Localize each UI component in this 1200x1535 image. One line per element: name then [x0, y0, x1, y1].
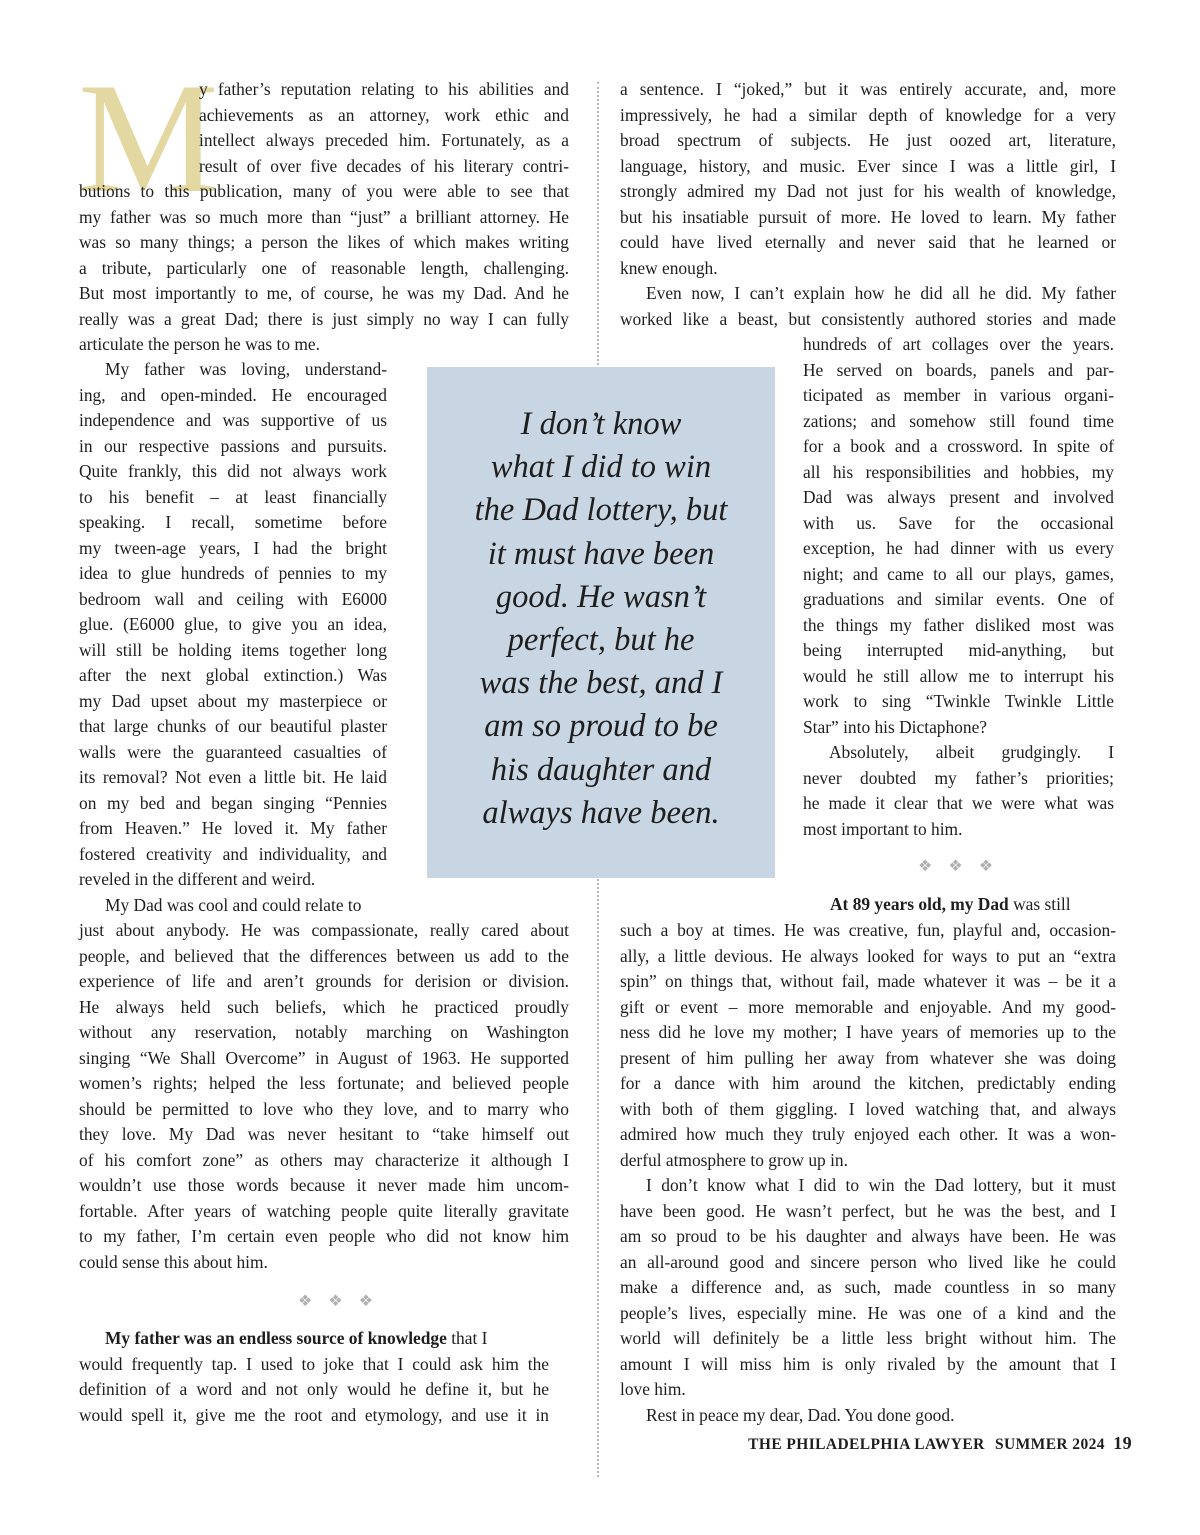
page-footer — [748, 1433, 1132, 1454]
text-line: impressively, he had a similar depth of knowledge for a very — [620, 104, 1116, 125]
text-line: was so many things; a person the likes of which makes writing — [79, 232, 569, 252]
text-line: on my bed and began singing “Pennies — [79, 792, 387, 813]
text-line: Quite frankly, this did not always work — [79, 461, 387, 481]
text-line: ally, a little devious. He always looked for ways to put an “extra — [620, 945, 1116, 966]
text-line: worked like a beast, but consistently authored stories and made — [620, 308, 1116, 329]
drop-cap: M — [78, 51, 219, 226]
text-line: could sense this about him. — [79, 1251, 268, 1272]
text-line: being interrupted mid-anything, but — [803, 640, 1114, 660]
text-line: ing, and open-minded. He encouraged — [79, 384, 387, 405]
lead-in-rest: that I — [446, 1328, 488, 1348]
pull-quote-line: good. He wasn’t — [495, 578, 707, 615]
text-line: am so proud to be his daughter and always have been. He was — [620, 1226, 1116, 1246]
text-line: he made it clear that we were what was — [803, 793, 1114, 813]
page-number: 19 — [1113, 1433, 1132, 1453]
pull-quote-line: what I did to win — [490, 449, 712, 486]
section-ornament: ❖ ❖ ❖ — [918, 858, 1000, 875]
text-line: for a dance with him around the kitchen, predictably ending — [620, 1073, 1116, 1093]
text-line: really was a great Dad; there is just simply no way I can fully — [79, 308, 569, 329]
text-line: from Heaven.” He loved it. My father — [79, 818, 387, 838]
pull-quote-line: I don’t know — [520, 406, 682, 442]
text-line: could have lived eternally and never said that he learned or — [620, 232, 1116, 252]
text-line: my Dad upset about my masterpiece or — [79, 690, 387, 711]
text-line: but his insatiable pursuit of more. He loved to learn. My father — [620, 206, 1116, 227]
pull-quote-line: am so proud to be — [484, 708, 718, 745]
text-line: all his responsibilities and hobbies, my — [803, 461, 1114, 482]
text-line: Absolutely, albeit grudgingly. I — [829, 742, 1114, 762]
text-line: just about anybody. He was compassionate, really cared about — [79, 920, 569, 940]
text-line: language, history, and music. Ever since I was a little girl, I — [620, 155, 1116, 176]
pull-quote-line: perfect, but he — [507, 622, 695, 658]
pull-quote-line: was the best, and I — [479, 665, 723, 702]
text-line: a tribute, particularly one of reasonable length, challenging. — [79, 257, 569, 278]
text-line: Even now, I can’t explain how he did all he did. My father — [646, 283, 1116, 303]
text-line: an all-around good and sincere person who lived like he could — [620, 1251, 1116, 1272]
text-line: amount I will miss him is only rivaled by the amount that I — [620, 1353, 1116, 1374]
text-line: love him. — [620, 1379, 686, 1399]
lead-in-bold: At 89 years old, my Dad — [830, 894, 1009, 914]
text-line: have been good. He wasn’t perfect, but he was the best, and I — [620, 1200, 1116, 1221]
text-line: spin” on things that, without fail, made whatever it was – be it a — [620, 971, 1116, 991]
text-line: wouldn’t use those words because it never made him uncom- — [79, 1175, 569, 1195]
text-line — [830, 892, 1071, 918]
text-line: make a difference and, as such, made countless in so many — [620, 1277, 1116, 1297]
text-line: to his benefit – at least financially — [79, 486, 387, 507]
text-line: reveled in the different and weird. — [79, 869, 316, 889]
pull-quote-line: the Dad lottery, but — [474, 492, 728, 529]
text-line: butions to this publication, many of you were able to see that — [79, 181, 569, 201]
lead-in-rest: was still — [1008, 894, 1071, 914]
text-line: y father’s reputation relating to his abilities and — [199, 79, 569, 99]
text-line: zations; and somehow still found time — [803, 410, 1114, 431]
text-line: speaking. I recall, sometime before — [79, 512, 387, 532]
publication-name: THE PHILADELPHIA LAWYER — [748, 1436, 985, 1453]
text-line: that large chunks of our beautiful plaster — [79, 716, 387, 736]
text-line: He always held such beliefs, which he practiced proudly — [79, 996, 569, 1017]
text-line: fortable. After years of watching people quite literally gravitate — [79, 1200, 569, 1221]
text-line: walls were the guaranteed casualties of — [79, 741, 387, 762]
text-line: the things my father disliked most was — [803, 614, 1114, 635]
text-line: would frequently tap. I used to joke that I could ask him the — [79, 1353, 549, 1374]
text-line: But most importantly to me, of course, he was my Dad. And he — [79, 283, 569, 303]
pull-quote-box — [427, 367, 775, 878]
text-line: strongly admired my Dad not just for his wealth of knowledge, — [620, 181, 1116, 201]
text-line: to my father, I’m certain even people who did not know him — [79, 1226, 569, 1246]
text-line: My father was loving, understand- — [105, 359, 387, 379]
text-line: articulate the person he was to me. — [79, 334, 320, 354]
text-line: derful atmosphere to grow up in. — [620, 1149, 848, 1170]
pull-quote-line: his daughter and — [490, 751, 712, 788]
text-line: people’s lives, especially mine. He was one of a kind and the — [620, 1302, 1116, 1323]
lead-in-bold: My father was an endless source of knowledge — [105, 1328, 447, 1348]
text-line: present of him pulling her away from whatever she was doing — [620, 1047, 1116, 1068]
text-line: will still be holding items together long — [79, 639, 387, 660]
text-line: experience of life and aren’t grounds for derision or division. — [79, 971, 569, 991]
text-line: graduations and similar events. One of — [803, 589, 1114, 609]
text-line: my father was so much more than “just” a brilliant attorney. He — [79, 206, 569, 227]
text-line: ness did he love my mother; I have years of memories up to the — [620, 1022, 1116, 1042]
text-line: My Dad was cool and could relate to — [105, 894, 362, 915]
text-line: after the next global extinction.) Was — [79, 665, 387, 685]
text-line: in our respective passions and pursuits. — [79, 435, 387, 456]
text-line: night; and came to all our plays, games, — [803, 563, 1114, 584]
text-line: bedroom wall and ceiling with E6000 — [79, 588, 387, 609]
text-line: would he still allow me to interrupt his — [803, 665, 1114, 686]
text-line: of his comfort zone” as others may characterize it although I — [79, 1149, 569, 1170]
text-line: glue. (E6000 glue, to give you an idea, — [79, 614, 387, 634]
text-line: gift or event – more memorable and enjoyable. And my good- — [620, 996, 1116, 1017]
text-line: broad spectrum of subjects. He just oozed art, literature, — [620, 130, 1116, 150]
text-line: He served on boards, panels and par- — [803, 359, 1114, 380]
pull-quote-line: always have been. — [482, 794, 720, 831]
text-line: independence and was supportive of us — [79, 410, 387, 430]
text-line: world will definitely be a little less bright without him. The — [620, 1328, 1116, 1348]
issue-label: SUMMER 2024 — [995, 1436, 1105, 1453]
text-line: fostered creativity and individuality, and — [79, 843, 387, 864]
text-line: hundreds of art collages over the years. — [803, 334, 1114, 354]
text-line: people, and believed that the differences between us add to the — [79, 945, 569, 966]
text-line: work to sing “Twinkle Twinkle Little — [803, 691, 1114, 711]
text-line: I don’t know what I did to win the Dad lottery, but it must — [646, 1175, 1116, 1195]
text-line: intellect always preceded him. Fortunately, as a — [199, 130, 569, 150]
text-line: should be permitted to love who they love, and to marry who — [79, 1098, 569, 1119]
text-line: they love. My Dad was never hesitant to “take himself out — [79, 1124, 569, 1144]
text-line: such a boy at times. He was creative, fun, playful and, occasion- — [620, 920, 1116, 940]
text-line: Star” into his Dictaphone? — [803, 716, 988, 737]
pull-quote-line: it must have been — [487, 535, 715, 572]
text-line: a sentence. I “joked,” but it was entirely accurate, and, more — [620, 79, 1116, 99]
text-line: result of over five decades of his literary contri- — [199, 155, 569, 176]
text-line: singing “We Shall Overcome” in August of 1963. He supported — [79, 1047, 569, 1068]
text-line: Rest in peace my dear, Dad. You done good. — [646, 1404, 955, 1425]
text-line: achievements as an attorney, work ethic and — [199, 104, 569, 125]
text-line: definition of a word and not only would he define it, but he — [79, 1379, 549, 1399]
text-line: ticipated as member in various organi- — [803, 385, 1114, 405]
text-line — [79, 1326, 549, 1352]
text-line: idea to glue hundreds of pennies to my — [79, 563, 387, 583]
text-line: with both of them giggling. I loved watching that, and always — [620, 1098, 1116, 1119]
text-line: its removal? Not even a little bit. He laid — [79, 767, 387, 787]
section-ornament: ❖ ❖ ❖ — [298, 1293, 380, 1310]
text-line: women’s rights; helped the less fortunate; and believed people — [79, 1073, 569, 1093]
text-line: with us. Save for the occasional — [803, 512, 1114, 533]
text-line: most important to him. — [803, 818, 963, 839]
text-line: Dad was always present and involved — [803, 487, 1114, 507]
text-line: exception, he had dinner with us every — [803, 538, 1114, 558]
text-line: my tween-age years, I had the bright — [79, 537, 387, 558]
text-line: without any reservation, notably marching on Washington — [79, 1022, 569, 1042]
text-line: knew enough. — [620, 257, 718, 278]
text-line: for a book and a crossword. In spite of — [803, 436, 1114, 456]
text-line: admired how much they truly enjoyed each other. It was a won- — [620, 1124, 1116, 1144]
text-line: would spell it, give me the root and etymology, and use it in — [79, 1404, 549, 1425]
text-line: never doubted my father’s priorities; — [803, 767, 1114, 788]
